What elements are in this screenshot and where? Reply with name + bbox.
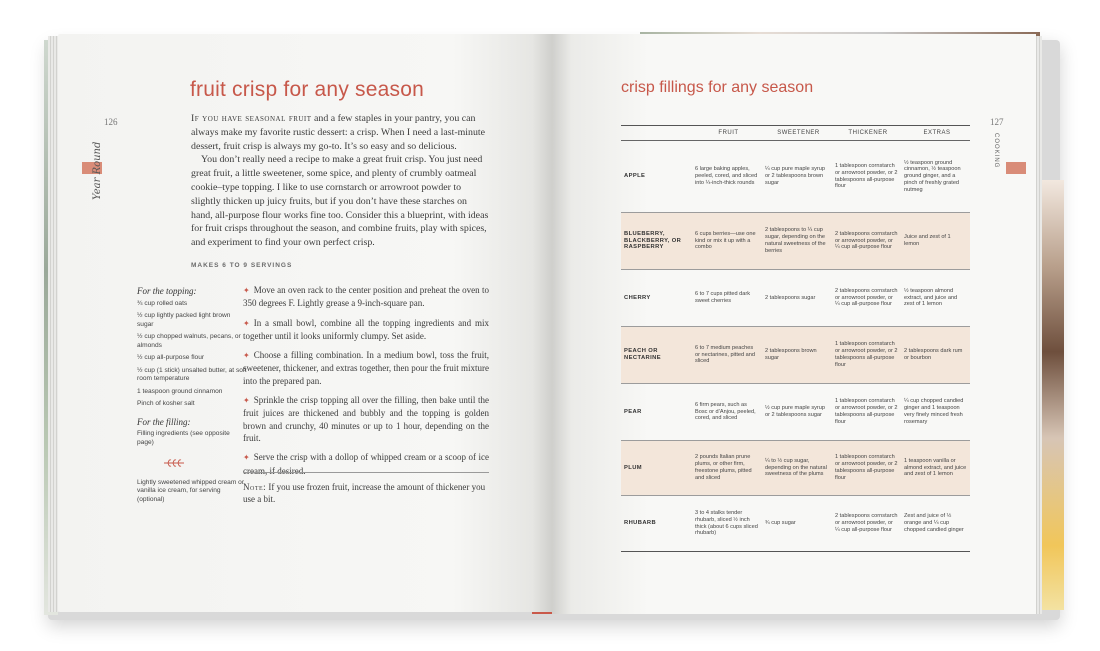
header-cell: EXTRAS — [901, 126, 970, 141]
bullet-icon: ✦ — [243, 396, 250, 406]
sweetener-cell: 2 tablespoons to ¼ cup sugar, depending on the natural sweetness of the berries — [762, 213, 832, 270]
bullet-icon: ✦ — [243, 318, 250, 328]
fruit-cell: 6 to 7 cups pitted dark sweet cherries — [692, 270, 762, 327]
extras-cell: ½ teaspoon ground cinnamon, ½ teaspoon ground ginger, and a pinch of freshly grated nutmeg — [901, 141, 970, 213]
fruit-cell: 6 to 7 medium peaches or nectarines, pitted and sliced — [692, 327, 762, 384]
extras-cell: Juice and zest of 1 lemon — [901, 213, 970, 270]
header-cell: THICKENER — [832, 126, 901, 141]
thickener-cell: 1 tablespoon cornstarch or arrowroot powder, or 2 tablespoons all-purpose flour — [832, 327, 901, 384]
ingredient-item: ½ cup all-purpose flour — [137, 354, 205, 361]
extras-cell: Zest and juice of ½ orange and ¼ cup chopped candied ginger — [901, 496, 970, 552]
fruit-name: RHUBARB — [621, 496, 692, 552]
extras-cell: ½ teaspoon almond extract, and juice and zest of 1 lemon — [901, 270, 970, 327]
table-header-row — [621, 126, 970, 141]
header-cell: SWEETENER — [762, 126, 832, 141]
fruit-name: BLUEBERRY, BLACKBERRY, OR RASPBERRY — [621, 213, 692, 270]
sweetener-cell: 2 tablespoons sugar — [762, 270, 832, 327]
note-text: If you use frozen fruit, increase the amount of thickener you use a bit. — [243, 482, 486, 505]
recipe-step — [243, 317, 489, 343]
step-text: Move an oven rack to the center position and preheat the oven to 350 degrees F. Lightly grease a 9-inch-square pan. — [243, 285, 489, 309]
page-number-left: 126 — [104, 117, 118, 127]
sweetener-cell: ¼ to ½ cup sugar, depending on the natural sweetness of the plums — [762, 441, 832, 496]
table-row — [621, 141, 970, 213]
sweetener-cell: ¾ cup sugar — [762, 496, 832, 552]
ingredient-item: ¾ cup rolled oats — [137, 299, 188, 307]
intro-paragraph-1 — [191, 112, 489, 153]
recipe-title: fruit crisp for any season — [190, 78, 424, 101]
fruit-name: APPLE — [621, 141, 692, 213]
extras-cell: ¼ cup chopped candied ginger and 1 teaspoon very finely minced fresh rosemary — [901, 384, 970, 441]
fruit-name: PEAR — [621, 384, 692, 441]
fruit-cell: 6 large baking apples, peeled, cored, and sliced into ¼-inch-thick rounds — [692, 141, 762, 213]
thickener-cell: 2 tablespoons cornstarch or arrowroot powder, or ¼ cup all-purpose flour — [832, 270, 901, 327]
bullet-icon: ✦ — [243, 453, 250, 463]
fruit-cell: 6 cups berries—use one kind or mix it up with a combo — [692, 213, 762, 270]
recipe-note — [243, 481, 489, 506]
section-label-right: COOKING — [993, 133, 999, 169]
sweetener-cell: 2 tablespoons brown sugar — [762, 327, 832, 384]
thickener-cell: 1 tablespoon cornstarch or arrowroot powder, or 2 tablespoons all-purpose flour — [832, 384, 901, 441]
table-row — [621, 384, 970, 441]
recipe-step — [243, 284, 489, 310]
thickener-cell: 2 tablespoons cornstarch or arrowroot powder, or ¼ cup all-purpose flour — [832, 213, 901, 270]
fruit-name: PLUM — [621, 441, 692, 496]
step-text: Sprinkle the crisp topping all over the filling, then bake until the fruit juices are thickened and bubbly and the topping is golden brown and crunchy, 40 minutes or up to 1 hour, depending on the fruit. — [243, 395, 489, 443]
recipe-step — [243, 349, 489, 387]
thickener-cell: 1 tablespoon cornstarch or arrowroot powder, or 2 tablespoons all-purpose flour — [832, 441, 901, 496]
section-label-left: Year Round — [92, 141, 103, 200]
fruit-name: CHERRY — [621, 270, 692, 327]
recipe-step — [243, 394, 489, 444]
fruit-cell: 6 firm pears, such as Bosc or d’Anjou, peeled, cored, and sliced — [692, 384, 762, 441]
table-row — [621, 327, 970, 384]
ingredient-item: Pinch of kosher salt — [137, 400, 195, 407]
ingredient-item: Filling ingredients (see opposite page) — [137, 430, 230, 446]
ingredient-item: ½ cup lightly packed light brown sugar — [137, 312, 231, 328]
header-cell — [621, 126, 692, 141]
ingredient-item: ½ cup chopped walnuts, pecans, or almonds — [137, 333, 241, 349]
extras-cell: 2 tablespoons dark rum or bourbon — [901, 327, 970, 384]
header-cell: FRUIT — [692, 126, 762, 141]
servings-label: MAKES 6 TO 9 SERVINGS — [191, 262, 293, 269]
step-text: Serve the crisp with a dollop of whipped cream or a scoop of ice cream, if desired. — [243, 452, 489, 476]
intro-paragraph-2: You don’t really need a recipe to make a great fruit crisp. You just need great fruit, a little sweetener, some spice, and plenty of crumbly oatmeal cookie–type topping. I like to use cornstarch or arrowroot powder to slightly thicken up juicy fruits, but if you don’t have these starches on hand, all-purpose flour works fine too. Consider this a blueprint, with ideas for fruit crisps throughout the season, and combine fruits, play with spices, and experiment to find your own perfect crisp. — [191, 154, 489, 249]
extras-cell: 1 teaspoon vanilla or almond extract, and juice and zest of 1 lemon — [901, 441, 970, 496]
sweetener-cell: ½ cup pure maple syrup or 2 tablespoons sugar — [762, 384, 832, 441]
sprig-icon — [163, 457, 185, 469]
fruit-name: PEACH OR NECTARINE — [621, 327, 692, 384]
bullet-icon: ✦ — [243, 286, 250, 295]
note-divider — [243, 472, 489, 473]
ingredient-item: Lightly sweetened whipped cream or vanilla ice cream, for serving (optional) — [137, 478, 245, 503]
ingredient-item: ½ cup (1 stick) unsalted butter, at soft room temperature — [137, 366, 247, 382]
recipe-intro — [191, 112, 489, 250]
table-row — [621, 441, 970, 496]
fruit-cell: 3 to 4 stalks tender rhubarb, sliced ½ inch thick (about 6 cups sliced rhubarb) — [692, 496, 762, 552]
filling-heading: For the filling: — [137, 416, 191, 427]
fruit-cell: 2 pounds Italian prune plums, or other firm, freestone plums, pitted and sliced — [692, 441, 762, 496]
recipe-steps — [243, 284, 489, 484]
intro-text: and a few staples in your pantry, you can always make my favorite rustic dessert: a crisp. When I need a last-minute dessert, fruit crisp is always my go-to. It’s so easy and so delicious. — [191, 113, 486, 152]
recipe-step — [243, 451, 489, 477]
sweetener-cell: ¼ cup pure maple syrup or 2 tablespoons brown sugar — [762, 141, 832, 213]
ingredient-item: 1 teaspoon ground cinnamon — [137, 387, 223, 395]
table-row — [621, 213, 970, 270]
ingredients-list — [137, 287, 247, 508]
step-text: In a small bowl, combine all the topping ingredients and mix together until it looks uniformly clumpy. Set aside. — [243, 317, 489, 341]
bullet-icon: ✦ — [243, 351, 250, 361]
intro-lead: If you have seasonal fruit — [191, 113, 312, 124]
table-row — [621, 270, 970, 327]
background-photo-right — [1040, 180, 1064, 610]
fillings-table — [621, 125, 970, 552]
table-row — [621, 496, 970, 552]
topping-heading: For the topping: — [137, 286, 197, 296]
table-title: crisp fillings for any season — [621, 79, 814, 96]
note-label: Note: — [243, 482, 267, 492]
thickener-cell: 2 tablespoons cornstarch or arrowroot powder, or ¼ cup all-purpose flour — [832, 496, 901, 552]
section-tab-right — [1006, 162, 1026, 174]
thickener-cell: 1 tablespoon cornstarch or arrowroot powder, or 2 tablespoons all-purpose flour — [832, 141, 901, 213]
page-number-right: 127 — [990, 117, 1004, 127]
step-text: Choose a filling combination. In a medium bowl, toss the fruit, sweetener, thickener, and extras together, then pour the fruit mixture into the prepared pan. — [243, 350, 489, 386]
